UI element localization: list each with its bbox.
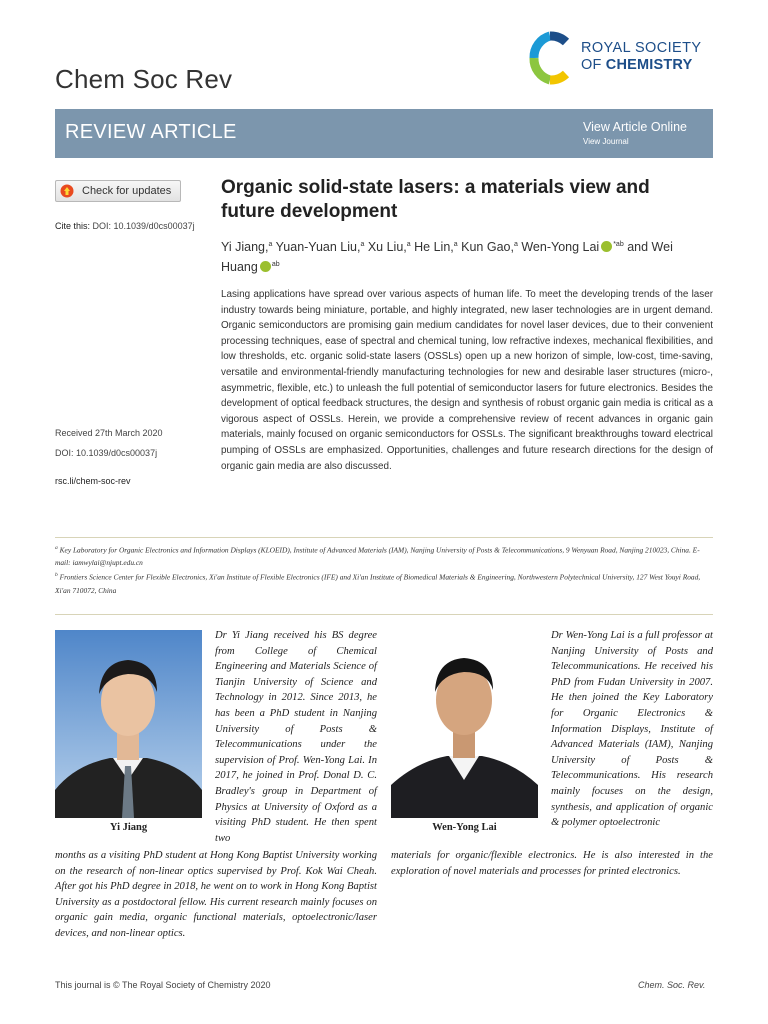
publisher-chemistry: CHEMISTRY xyxy=(605,57,693,73)
publisher-line2 xyxy=(581,57,701,74)
view-journal-link[interactable]: View Journal xyxy=(583,137,629,146)
bio-yi-jiang-part2: months as a visiting PhD student at Hong Kong Baptist University working on the research of non-linear optics supervised by Prof. Kok Wai Cheah. After got his PhD degree in 2018, he went on to work in Hong Kong Baptist University as a postdoctoral fellow. His current research mainly focuses on organic gain media, organic functional materials, optoelectronic/laser devices, and non-linear optics. xyxy=(55,850,377,939)
update-check-icon xyxy=(60,184,74,198)
article-title: Organic solid-state lasers: a materials view and future development xyxy=(221,177,650,222)
publisher-line1: ROYAL SOCIETY xyxy=(581,40,702,56)
author[interactable]: Kun Gao,$^a$ xyxy=(461,240,518,255)
bio-yi-jiang-part1: Dr Yi Jiang received his BS degree from College of Chemical Engineering and Materials Science of Tianjin University of Science and Technology in 2012. Since 2013, he has been a PhD student in Nanjing University of Posts & Telecommunications under the supervision of Prof. Wen-Yong Lai. In 2017, he joined in Prof. Donal D. C. Bradley's group in Department of Physics at University of Oxford as a visiting PhD student. He then spent two xyxy=(215,630,377,844)
affiliation-b: $^b$ Frontiers Science Center for Flexible Electronics, Xi'an Institute of Flexible Electronics (IFE) and Xi'an Institute of Biomedical Materials & Engineering, Northwestern Polytechnical University, 127 West Youyi Road, Xi'an 710072, China xyxy=(55,572,701,595)
author-list xyxy=(221,236,701,276)
article-type-label: REVIEW ARTICLE xyxy=(65,121,237,143)
cite-this xyxy=(55,221,195,231)
check-for-updates-button[interactable] xyxy=(55,180,181,202)
received-date: Received 27th March 2020 xyxy=(55,428,163,438)
affiliation-a: $^a$ Key Laboratory for Organic Electronics and Information Displays (KLOEID), Institute of Advanced Materials (IAM), Nanjing University of Posts & Telecommunications, 9 Wenyuan Road, Nanjing 210023, China. E-mail: iamwylai@njupt.edu.cn xyxy=(55,545,700,568)
author[interactable]: Xu Liu,$^a$ xyxy=(367,240,411,255)
author[interactable]: Wei Huang $^{ab}$ xyxy=(221,240,673,275)
author[interactable]: He Lin,$^a$ xyxy=(414,240,458,255)
divider xyxy=(55,614,713,615)
bio-wen-yong-lai-part2: materials for organic/flexible electronics. He is also interested in the exploration of novel materials and processes for printed electronics. xyxy=(391,850,713,877)
journal-footer: Chem. Soc. Rev. xyxy=(638,980,706,990)
cite-doi[interactable]: DOI: 10.1039/d0cs00037j xyxy=(92,221,195,231)
author[interactable]: Wen-Yong Lai $^{*ab}$ xyxy=(521,240,624,255)
orcid-icon[interactable] xyxy=(260,261,271,272)
photo-caption-wen-yong-lai: Wen-Yong Lai xyxy=(432,822,497,833)
journal-short-link[interactable]: rsc.li/chem-soc-rev xyxy=(55,476,131,486)
publisher-of: OF xyxy=(581,57,602,73)
article-doi[interactable]: DOI: 10.1039/d0cs00037j xyxy=(55,448,158,458)
photo-caption-yi-jiang: Yi Jiang xyxy=(109,822,148,833)
abstract: Lasing applications have spread over various aspects of human life. To meet the developing trends of the laser industry towards being miniature, portable, and highly integrated, new laser technologies are in urgent demand. Organic semiconductors are promising gain medium candidates for novel laser devices, due to their convenient processing techniques, ease of spectral and chemical tuning, low refractive indexes, mechanical flexibilities, and low thresholds, etc. organic solid-state lasers (OSSLs) open up a new horizon of simple, low-cost, time-saving, versatile and environmental-friendly manufacturing technologies for new and desirable laser structures (micro-, asymmetric, flexible, etc.) to unleash the full potential of semiconductor lasers for future electronics. Besides the development of optical feedback structures, the design and synthesis of robust organic gain media is critical as a vigorous aspect of OSSLs. Herein, we provide a comprehensive review of recent advances in organic gain materials, mainly focused on organic semiconductors for OSSLs. The significant breakthroughs toward electrical pumping of OSSLs are emphasized. Opportunities, challenges and future research directions for the design of organic gain media are also discussed. xyxy=(221,289,713,472)
cite-label: Cite this: xyxy=(55,221,91,231)
author[interactable]: Yi Jiang,$^a$ xyxy=(221,240,273,255)
author-photo-yi-jiang xyxy=(55,630,202,818)
journal-title: Chem Soc Rev xyxy=(55,64,233,94)
author[interactable]: Yuan-Yuan Liu,$^a$ xyxy=(275,240,365,255)
author-conjunction: and xyxy=(627,240,649,255)
publisher-name xyxy=(581,40,701,74)
affiliations xyxy=(55,542,713,597)
check-for-updates-label: Check for updates xyxy=(82,185,172,197)
view-article-online-link[interactable]: View Article Online xyxy=(583,120,687,134)
copyright-footer: This journal is © The Royal Society of Chemistry 2020 xyxy=(55,980,271,990)
bio-wen-yong-lai-part1: Dr Wen-Yong Lai is a full professor at Nanjing University of Posts and Telecommunications. He received his PhD from Fudan University in 2007. He then joined the Key Laboratory for Organic Electronics & Information Displays, Institute of Advanced Materials (IAM), Nanjing University of Posts & Telecommunications. His research mainly focuses on the design, synthesis, and application of organic & polymer optoelectronic xyxy=(551,630,713,829)
author-photo-wen-yong-lai xyxy=(391,630,538,818)
divider xyxy=(55,537,713,538)
orcid-icon[interactable] xyxy=(601,241,612,252)
